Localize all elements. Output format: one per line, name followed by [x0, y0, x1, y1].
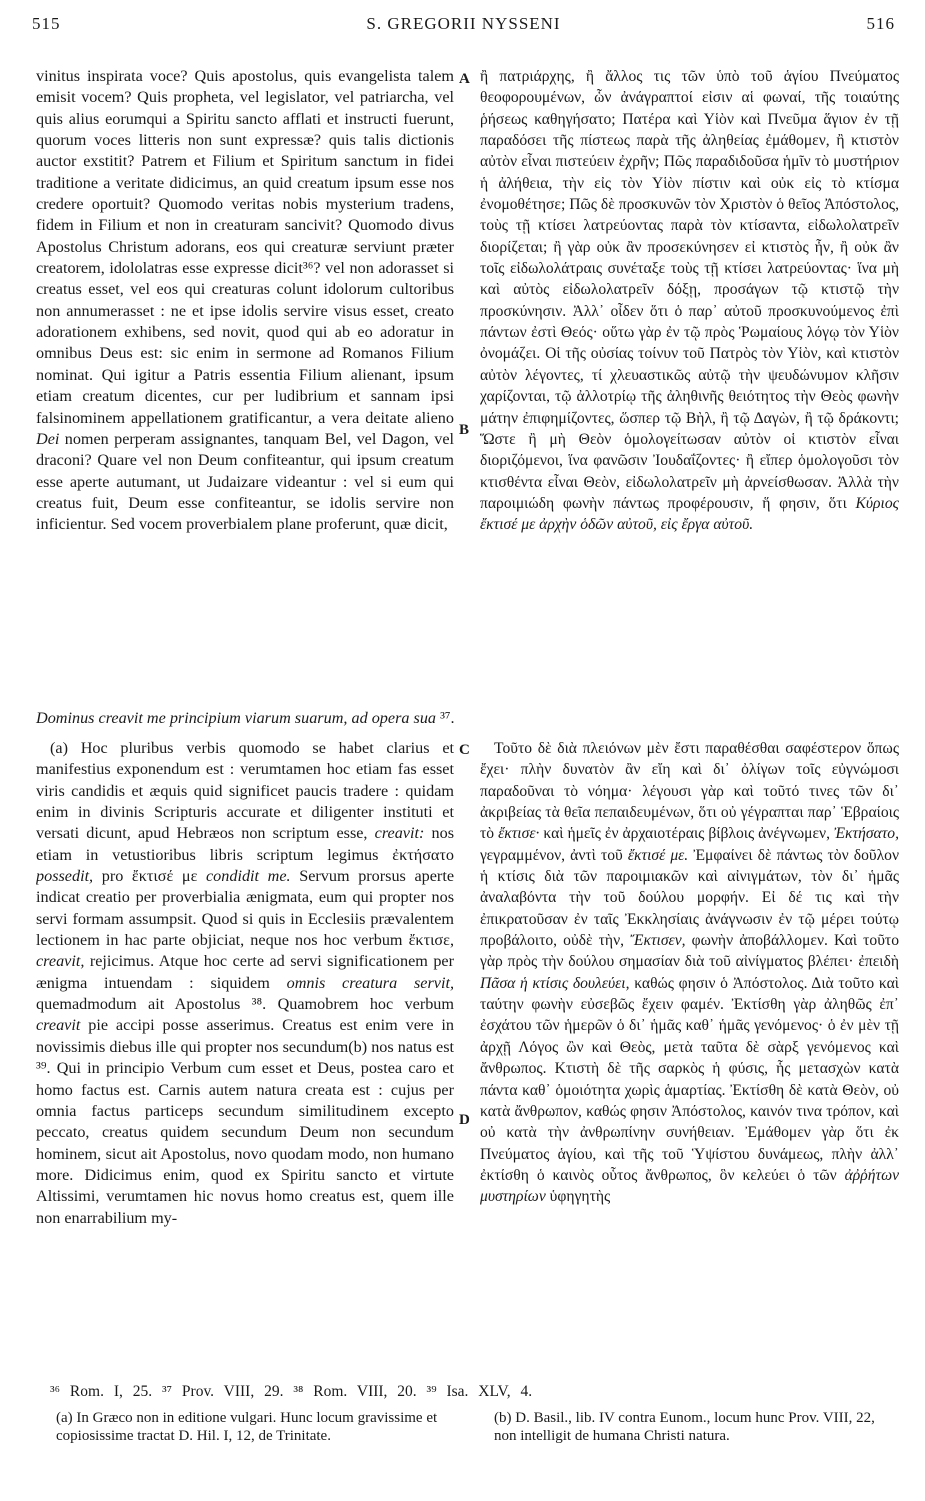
latin-note-a-text: nos etiam in vetustioribus libris scriptum legimus ἐκτήσατο: [36, 824, 454, 864]
latin-italic: possedit,: [36, 867, 94, 886]
latin-italic: omnis creatura servit,: [286, 973, 454, 992]
greek-text: καθώς φησιν ὁ Ἀπόστολος. Διὰ τοῦτο καὶ ταύτην φωνὴν εὐσεβῶς ἔχειν φαμέν. Ἐκτίσθη γὰρ ἀληθῶς ἐπ᾽ ἐσχάτου τῶν ἡμερῶν ὁ δι᾽ ἡμᾶς καθ᾽ ἡμᾶς γενόμενος· ὁ ἐν μὲν τῇ ἀρχῇ Λόγος ὢν καὶ Θεὸς, μετὰ ταῦτα δὲ σὰρξ γενόμενος καὶ ἄνθρωπος. Κτιστὴ δὲ τῆς σαρκὸς ἡ φύσις, ἧς μετασχὼν κατὰ πάντα καθ᾽ ὁμοιότητα χωρὶς ἁμαρτίας. Ἐκτίσθη δὲ κατὰ Θεὸν, οὐ κατὰ ἄνθρωπον, καθώς φησιν Ἀπόστολος, καινόν τινα τρόπον, καὶ οὐ κατὰ τὴν ἀνθρωπίνην συνήθειαν. Ἐμάθομεν γὰρ ὅτι ἐκ Πνεύματος ἁγίου, καὶ τῆς τοῦ Ὑψίστου δυνάμεως, πλὴν ἀλλ᾽ ἐκτίσθη ὁ καινὸς οὗτος ἄνθρωπος, ὃν κελεύει ὁ τῶν: [480, 974, 899, 1184]
running-title: S. GREGORII NYSSENI: [366, 14, 561, 33]
greek-text: Τοῦτο δὲ διὰ πλειόνων μὲν ἔστι παραθέσθαι σαφέστερον ὅπως ἔχει· πλὴν δυνατὸν ἂν εἴη καὶ δι᾽ ὀλίγων τοῖς εὐγνώμοσι παραδοῦναι τὸ νόημα· λέγουσι γὰρ καὶ τοῦτό τινες τῶν δι᾽ ἀκριβείας τὰ θεῖα πεπαιδευμένων, ὅτι οὐ γέγραπται παρ᾽ Ἑβραίοις τὸ: [480, 740, 899, 843]
latin-italic: creavit: [36, 1016, 81, 1035]
greek-italic: ἀῤῥήτων μυστηρίων: [480, 1166, 899, 1206]
running-header: [32, 14, 895, 40]
footnote-references: ³⁶ Rom. I, 25. ³⁷ Prov. VIII, 29. ³⁸ Rom. VIII, 20. ³⁹ Isa. XLV, 4.: [50, 1383, 533, 1400]
greek-column-bottom: [480, 738, 899, 1378]
greek-text: ἢ πατριάρχης, ἢ ἄλλος τις τῶν ὑπὸ τοῦ ἁγίου Πνεύματος θεοφορουμένων, ὧν ἀνάγραπτοί εἰσιν αἱ φωναί, τῆς τοιαύτης ῥήσεως καθηγήσατο; Πατέρα καὶ Υἱὸν καὶ Πνεῦμα ἅγιον ἐν τῇ παραδόσει τῆς πίστεως παρὰ τῆς ἀληθείας ἐμάθομεν, ἢ κτιστὸν αὐτὸν εἶναι πιστεύειν ἐχρῆν; Πῶς παραδιδοῦσα ἡμῖν τὸ μυστήριον ἡ ἀλήθεια, τὴν εἰς τὸν Υἱὸν πίστιν καὶ οὐκ εἰς τὸ κτίσμα ἐνομοθέτησε; Πῶς δὲ προσκυνῶν τὸν Χριστὸν ὁ θεῖος Ἀπόστολος, τοὺς τῇ κτίσει λατρεύοντας παρὰ τὸν κτίσαντα, εἰδωλολατρεῖν διορίζεται; ἢ γὰρ οὐκ ἂν προσεκύνησεν εἰ κτιστὸς ἦν, ἢ οὐκ ἂν τοῖς εἰδωλολάτραις συνέταξε τοὺς τῇ κτίσει λατρεύοντας· ἵνα μὴ καὶ αὐτὸς εἰδωλολατρεῖν δόξῃ, προσάγων τῷ κτιστῷ τὴν προσκύνησιν. Ἀλλ᾽ οἶδεν ὅτι ὁ παρ᾽ αὐτοῦ προσκυνούμενος ἐπὶ πάντων ἐστὶ Θεός· οὕτω γὰρ ἐν τῷ πρὸς Ῥωμαίους λόγῳ τὸν Υἱὸν ὀνομάζει. Οἱ τῆς οὐσίας τοίνυν τοῦ Πατρὸς τὸν Υἱὸν, καὶ κτιστὸν αὐτὸν λέγοντες, τί χλευαστικῶς αὐτῷ τὴν ψευδώνυμον κλῆσιν χαρίζονται, τῷ ἀλλοτρίῳ τῆς ἀληθινῆς θειότητος τὴν Θεὸς φωνὴν μάτην ἐπιφημίζοντες, ὥσπερ τῷ Βὴλ, ἢ τῷ Δαγὼν, ἢ τῷ δράκοντι; Ὥστε ἢ μὴ Θεὸν ὁμολογείτωσαν αὐτὸν οἱ κτιστὸν εἶναι διοριζόμενοι, ἵνα φανῶσιν Ἰουδαΐζοντες· ἢ εἴπερ ὁμολογοῦσι τὸν κτισθέντα εἶναι Θεὸν, εἰδωλολατρεῖν μὴ ἀρνείσθωσαν. Ἀλλὰ τὴν παροιμιώδη φωνὴν πάντως προφέρουσιν, ἥ φησιν, ὅτι: [480, 68, 899, 512]
page-number-right: 516: [866, 14, 895, 33]
greek-italic: Ἐκτήσατο,: [834, 825, 899, 843]
margin-mark-a: A: [459, 71, 470, 87]
margin-mark-b: B: [459, 422, 470, 438]
latin-note-a-text: pie accipi posse asserimus. Creatus est enim vere in novissimis diebus ille qui propter nos secundum(b) nos natus est ³⁹. Qui in principio Verbum cum esset et Deus, postea caro et homo factus est. Carnis autem natura creata est : cujus per omnia factus particeps secundum similitudinem excepto peccato, creatus quidem secundum Deum non secundum hominem, sicut ait Apostolus, novo quodam modo, non humano more. Didicimus enim, quod ex Spiritu sancto et virtute Altissimi, verumtamen hic novus homo creatus est, quem ille non enarrabilium my-: [36, 1016, 454, 1227]
page-number-left: 515: [32, 14, 61, 33]
latin-text: vinitus inspirata voce? Quis apostolus, quis evangelista talem emisit vocem? Quis propheta, vel legislator, vel patriarcha, vel quis alius eorumqui a Spiritu sancto afflati et instructi fuerunt, quorum voces litteris non sunt expressæ? quis talis dictionis auctor exstitit? Patrem et Filium et Spiritum sanctum in fidei traditione a veritate didicimus, an quid creatum ipsum esse nos credere oportuit? Quomodo veritas nobis mysterium tradens, fidem in Filium et non in creaturam sancivit? Quomodo divus Apostolus Christum adorans, eos qui creaturæ serviunt præter creatorem, idololatras esse expresse dicit³⁶? vel non adorasset si creatus esset, vel eos qui creaturas colunt idolorum cultoribus non annumerasset : ne et ipse idolis servire visus esset, creato adorationem exhibens, sed novit, quod qui ab eo adoratur in omnibus Deus est: sic enim in sermone ad Romanos Filium nominat. Qui igitur a Patris essentia Filium alienant, ipsum etiam creatum dicentes, cur per ludibrium et sannam ipsi falsinominem appellationem gratificantur, a vera deitate alieno: [36, 67, 454, 427]
latin-column-bottom: [36, 738, 454, 1378]
greek-text: Ἐμφαίνει δὲ πάντως τὸν δοῦλον ἡ κτίσις διὰ τῶν παροιμιακῶν καὶ αἰνιγμάτων, τὸν δι᾽ ἡμᾶς ἀναλαβόντα τὴν τοῦ δούλου μορφήν. Εἰ δέ τις καὶ τὴν ἐπικρατοῦσαν ἐν ταῖς Ἐκκλησίαις ἀνάγνωσιν ἐν τῷ μέρει τούτῳ προβάλοιτο, οὐδὲ τὴν,: [480, 846, 899, 950]
latin-note-a-text: Servum prorsus aperte indicat creatio per proverbialia ænigmata, eum qui propter nos servi formam assumpsit. Quod si quis in Ecclesiis prævalentem lectionem in hac parte objiciat, neque nos hoc verbum ἔκτισε,: [36, 867, 454, 950]
latin-column-top: [36, 66, 454, 706]
greek-column-top: [480, 66, 899, 706]
latin-note-a-text: (a) Hoc pluribus verbis quomodo se habet clarius et manifestius exponendum est : verumtamen hoc etiam fas esset viris candidis et æquis quid significet paucis tradere : quidam enim in divinis Scripturis accurate et diligenter instituti et versati dicunt, apud Hebræos non scriptum esse,: [36, 739, 454, 843]
margin-mark-d: D: [459, 1112, 470, 1128]
greek-italic: Ἔκτισεν,: [630, 932, 686, 950]
greek-italic: Πᾶσα ἡ κτίσις δουλεύει,: [480, 974, 630, 992]
margin-mark-c: C: [459, 742, 470, 758]
spanning-quote: Dominus creavit me principium viarum suarum, ad opera sua: [36, 709, 437, 727]
spanning-quote-line: [36, 708, 726, 729]
latin-note-a-text: rejicimus. Atque hoc certe ad servi significationem per ænigma intuendam : siquidem: [36, 952, 454, 992]
latin-text-cont: nomen perperam assignantes, tanquam Bel, vel Dagon, vel draconi? Quare vel non Deum confiteantur, qui ipsum creatum esse aperte autumant, ut Judaizare videantur : vel si eum qui creatus fuit, Deum esse confiteantur, se idolis servire non inficientur. Sed vocem proverbialem plane proferunt, quæ dicit,: [36, 429, 454, 534]
greek-text: ὑφηγητὴς: [549, 1188, 611, 1206]
greek-text: φωνὴν ἀποβάλλομεν. Καὶ τοῦτο γὰρ πρὸς τὴν δούλου σημασίαν διὰ τοῦ αἰνίγματος βλέπει· ἐπειδὴ: [480, 932, 899, 971]
greek-italic: ἔκτισε·: [498, 825, 540, 843]
greek-italic: ἔκτισέ με.: [627, 846, 689, 864]
latin-note-a-text: quemadmodum ait Apostolus ³⁸. Quamobrem hoc verbum: [36, 995, 454, 1014]
footnote-a: (a) In Græco non in editione vulgari. Hunc locum gravissime et copiosissime tractat D. Hil. I, 12, de Trinitate.: [56, 1410, 438, 1444]
greek-quote: Κύριος ἔκτισέ με ἀρχὴν ὁδῶν αὐτοῦ, εἰς ἔργα αὐτοῦ.: [480, 494, 899, 534]
latin-italic-dei: Dei: [36, 429, 60, 448]
greek-text: γεγραμμένον, ἀντὶ τοῦ: [480, 846, 623, 864]
latin-note-a-text: pro ἔκτισέ με: [101, 867, 198, 886]
footnote-b: (b) D. Basil., lib. IV contra Eunom., locum hunc Prov. VIII, 22, non intelligit de humana Christi natura.: [494, 1410, 875, 1444]
greek-text: καὶ ἡμεῖς ἐν ἀρχαιοτέραις βίβλοις ἀνέγνωμεν,: [543, 825, 830, 843]
latin-italic: condidit me.: [206, 867, 291, 886]
latin-italic: creavit,: [36, 952, 85, 971]
latin-italic: creavit:: [374, 824, 425, 843]
spanning-quote-ref: ³⁷.: [440, 709, 455, 727]
